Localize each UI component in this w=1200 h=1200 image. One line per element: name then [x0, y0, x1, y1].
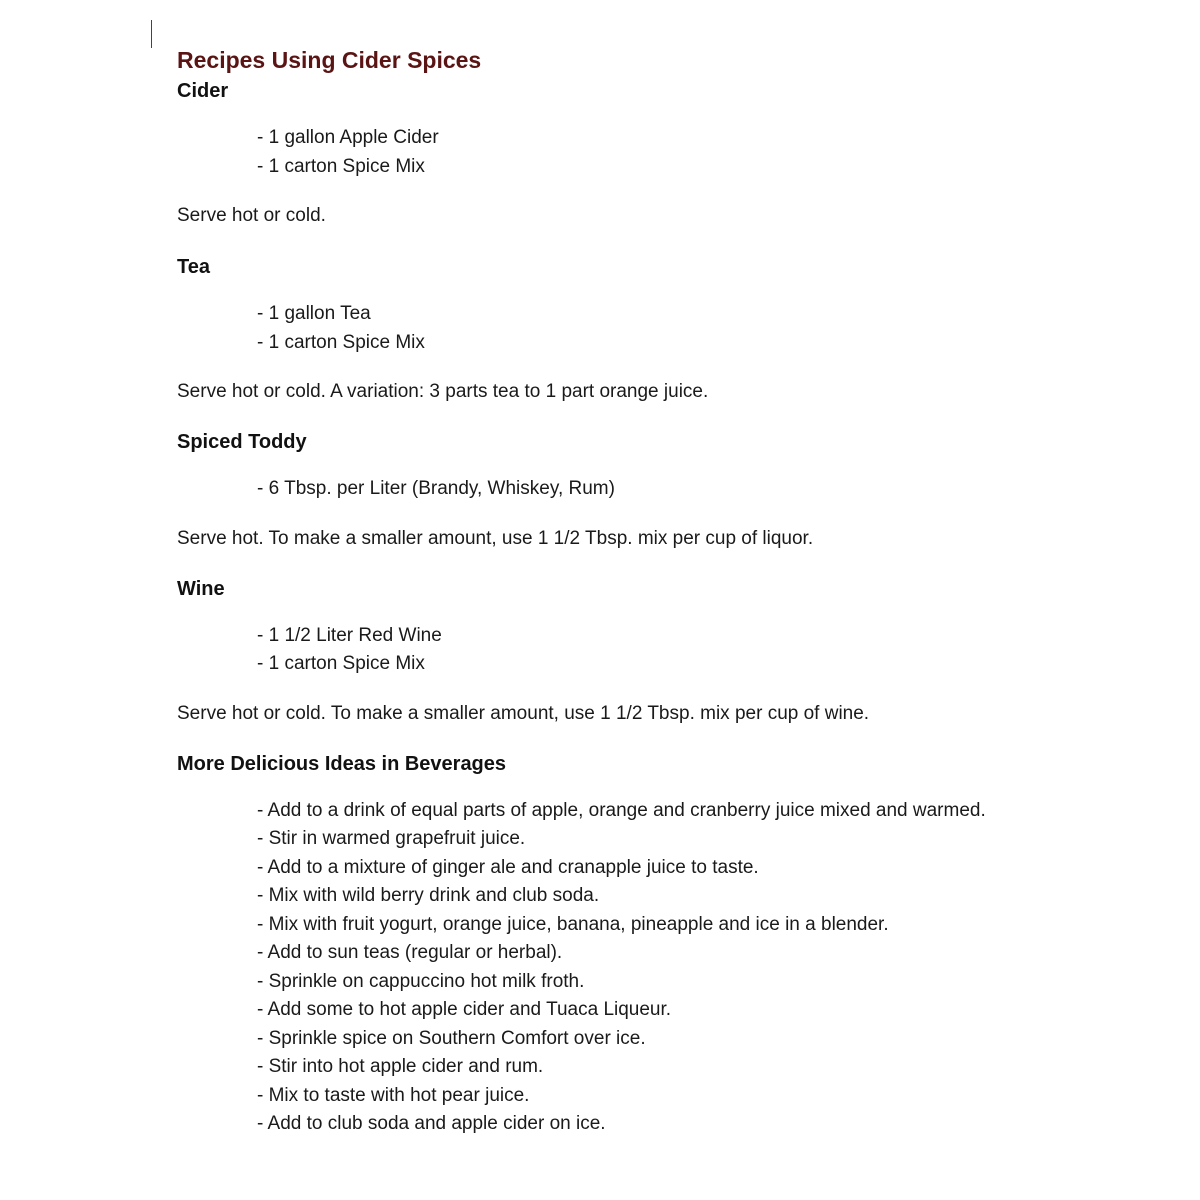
- list-item: - Mix to taste with hot pear juice.: [257, 1084, 530, 1106]
- ideas-list: [177, 797, 1137, 1139]
- page-title: Recipes Using Cider Spices: [177, 47, 482, 73]
- list-item: - Sprinkle on cappuccino hot milk froth.: [257, 970, 585, 992]
- serving-note-wine: Serve hot or cold. To make a smaller amount, use 1 1/2 Tbsp. mix per cup of wine.: [177, 702, 870, 724]
- serving-note-cider: Serve hot or cold.: [177, 205, 326, 226]
- list-item: - 1 gallon Apple Cider: [257, 127, 439, 148]
- list-item: - 1 carton Spice Mix: [257, 653, 425, 674]
- serving-note-tea: Serve hot or cold. A variation: 3 parts tea to 1 part orange juice.: [177, 381, 709, 402]
- ingredient-list-wine: [177, 622, 1137, 679]
- ingredient-list-cider: [177, 124, 1137, 181]
- list-item: - 6 Tbsp. per Liter (Brandy, Whiskey, Rum): [257, 478, 615, 499]
- section-heading-spiced-toddy: Spiced Toddy: [177, 431, 307, 453]
- section-heading-cider: Cider: [177, 80, 229, 102]
- document-page: [177, 44, 1137, 1139]
- list-item: - Add to sun teas (regular or herbal).: [257, 942, 563, 963]
- ingredient-list-spiced-toddy: [177, 475, 1137, 504]
- list-item: - Sprinkle spice on Southern Comfort over ice.: [257, 1027, 646, 1049]
- ingredient-list-tea: [177, 300, 1137, 357]
- list-item: - 1 carton Spice Mix: [257, 331, 425, 353]
- list-item: - Mix with fruit yogurt, orange juice, banana, pineapple and ice in a blender.: [257, 913, 889, 935]
- section-heading-tea: Tea: [177, 256, 210, 278]
- section-heading-wine: Wine: [177, 577, 225, 600]
- section-heading-more-ideas: More Delicious Ideas in Beverages: [177, 752, 507, 775]
- list-item: - 1 carton Spice Mix: [257, 155, 425, 177]
- list-item: - Add some to hot apple cider and Tuaca Liqueur.: [257, 999, 672, 1020]
- list-item: - Add to a mixture of ginger ale and cranapple juice to taste.: [257, 856, 759, 878]
- list-item: - Mix with wild berry drink and club soda.: [257, 885, 600, 906]
- serving-note-spiced-toddy: Serve hot. To make a smaller amount, use 1 1/2 Tbsp. mix per cup of liquor.: [177, 527, 814, 549]
- list-item: - Stir into hot apple cider and rum.: [257, 1056, 544, 1077]
- list-item: - Add to a drink of equal parts of apple, orange and cranberry juice mixed and warmed.: [257, 799, 986, 821]
- text-cursor: [151, 20, 152, 48]
- list-item: - Stir in warmed grapefruit juice.: [257, 828, 526, 849]
- list-item: - 1 gallon Tea: [257, 303, 371, 324]
- list-item: - Add to club soda and apple cider on ice.: [257, 1113, 606, 1134]
- list-item: - 1 1/2 Liter Red Wine: [257, 624, 442, 646]
